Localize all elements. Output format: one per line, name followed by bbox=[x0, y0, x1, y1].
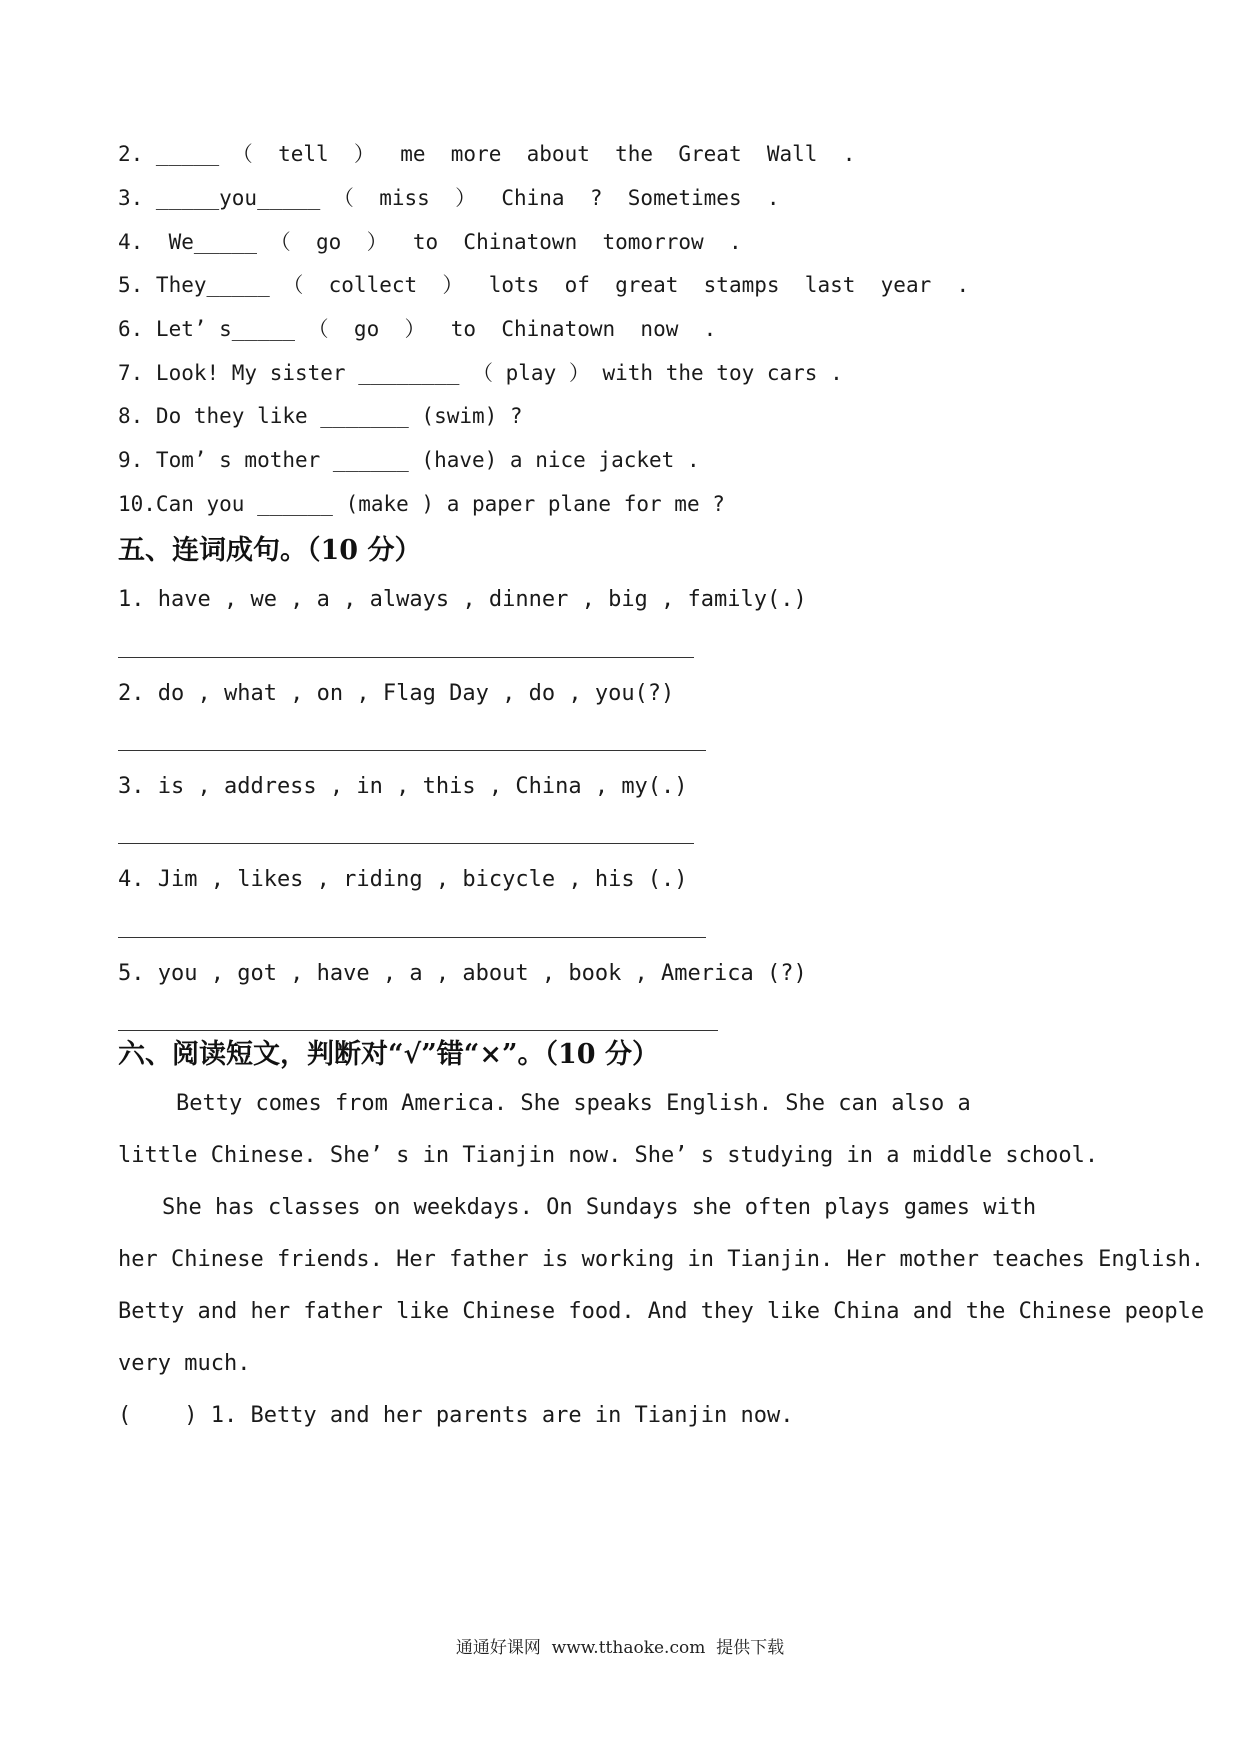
reorder-item-2: 2. do , what , on , Flag Day , do , you(?) bbox=[118, 681, 675, 706]
reorder-item-3: 3. is , address , in , this , China , my(.) bbox=[118, 774, 688, 799]
section-6-heading: 六、阅读短文，判断对“√”错“×”。（10 分） bbox=[118, 1039, 659, 1070]
reorder-item-1: 1. have , we , a , always , dinner , big , family(.) bbox=[118, 587, 807, 612]
page-footer: 通通好课网 www.tthaoke.com 提供下载 bbox=[455, 1638, 785, 1658]
fill-in-item-10: 10.Can you ______ (make ) a paper plane for me ? bbox=[118, 492, 725, 516]
fill-in-item-3: 3. _____you_____ （ miss ） China ? Sometimes . bbox=[118, 186, 780, 210]
fill-in-item-4: 4. We_____ （ go ） to Chinatown tomorrow . bbox=[118, 230, 742, 254]
answer-line-2 bbox=[118, 750, 706, 751]
section-5-heading: 五、连词成句。（10 分） bbox=[118, 535, 422, 566]
passage-line-2: little Chinese. She’ s in Tianjin now. She’ s studying in a middle school. bbox=[118, 1143, 1099, 1168]
fill-in-item-7: 7. Look! My sister ________ （ play ） with the toy cars . bbox=[118, 361, 843, 385]
answer-line-4 bbox=[118, 937, 706, 938]
passage-line-5: Betty and her father like Chinese food. And they like China and the Chinese people bbox=[118, 1299, 1205, 1324]
answer-line-5 bbox=[118, 1030, 718, 1031]
fill-in-item-8: 8. Do they like _______ (swim) ? bbox=[118, 404, 523, 428]
passage-line-1: Betty comes from America. She speaks English. She can also a bbox=[176, 1091, 971, 1116]
reorder-item-4: 4. Jim , likes , riding , bicycle , his (.) bbox=[118, 867, 688, 892]
fill-in-item-5: 5. They_____ （ collect ） lots of great stamps last year . bbox=[118, 273, 970, 297]
passage-line-4: her Chinese friends. Her father is working in Tianjin. Her mother teaches English. bbox=[118, 1247, 1205, 1272]
reorder-item-5: 5. you , got , have , a , about , book , America (?) bbox=[118, 961, 807, 986]
answer-line-1 bbox=[118, 657, 694, 658]
fill-in-item-2: 2. _____ （ tell ） me more about the Great Wall . bbox=[118, 142, 856, 166]
judgement-question-1: ( ) 1. Betty and her parents are in Tianjin now. bbox=[118, 1403, 794, 1428]
passage-line-6: very much. bbox=[118, 1351, 251, 1376]
answer-line-3 bbox=[118, 843, 694, 844]
fill-in-item-9: 9. Tom’ s mother ______ (have) a nice jacket . bbox=[118, 448, 700, 472]
fill-in-item-6: 6. Let’ s_____ （ go ） to Chinatown now . bbox=[118, 317, 717, 341]
passage-line-3: She has classes on weekdays. On Sundays she often plays games with bbox=[162, 1195, 1037, 1220]
